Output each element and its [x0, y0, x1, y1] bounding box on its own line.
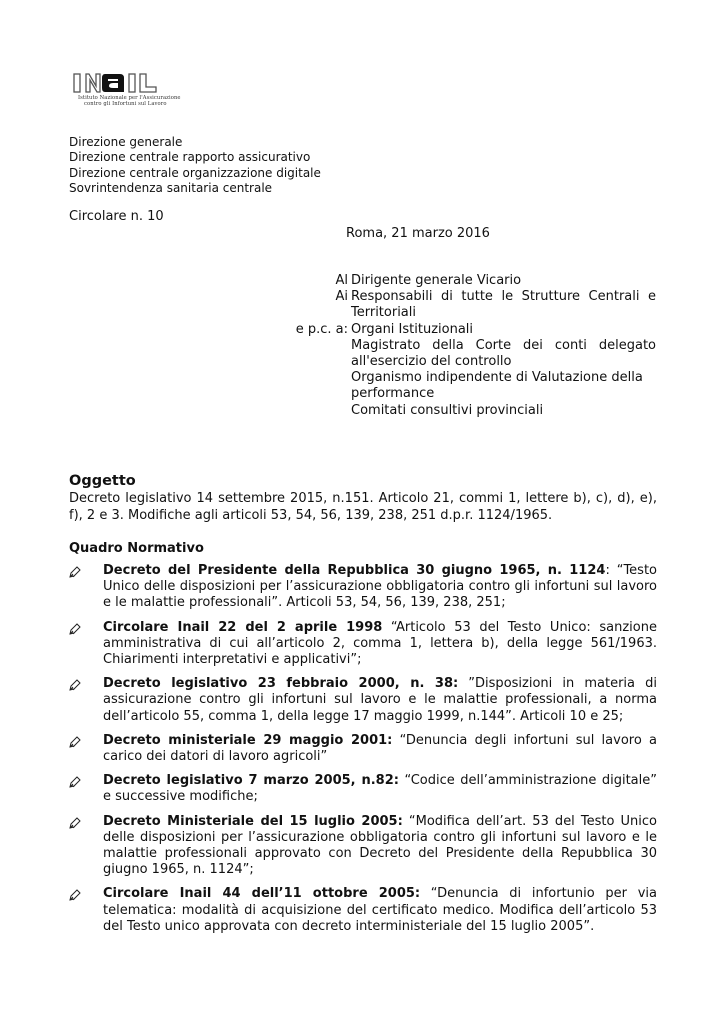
recipient-row: [280, 322, 656, 338]
list-item: [69, 733, 657, 765]
pen-nib-icon: [69, 676, 103, 725]
pen-nib-icon: [69, 886, 103, 935]
quadro-normativo-title: Quadro Normativo: [69, 541, 204, 556]
pen-nib-icon: [69, 773, 103, 805]
logo-tagline-2: contro gli Infortuni sul Lavoro: [84, 101, 167, 107]
list-item: [69, 676, 657, 725]
list-item-text: [103, 563, 657, 612]
directorates-block: [69, 135, 321, 196]
subject-heading: Oggetto: [69, 473, 136, 489]
directorate-line: Sovrintendenza sanitaria centrale: [69, 180, 273, 195]
law-description: “Denuncia degli infortuni sul lavoro a carico dei datori di lavoro agricoli”: [103, 732, 657, 765]
subject-text: Decreto legislativo 14 settembre 2015, n.151. Articolo 21, commi 1, lettere b), c), d), e), f), 2 e 3. Modifiche agli articoli 53, 54, 56, 139, 238, 251 d.p.r. 1124/1965.: [69, 491, 657, 523]
list-item-text: [103, 733, 657, 765]
law-description: “Articolo 53 del Testo Unico: sanzione amministrativa di cui all’articolo 2, comma 1, lettera b), della legge 561/1963. Chiarimenti interpretativi e applicativi”;: [103, 619, 657, 668]
list-item-text: [103, 886, 657, 935]
recipient-row: [280, 403, 656, 419]
recipient-text: Dirigente generale Vicario: [351, 273, 522, 288]
recipient-row: [280, 338, 656, 370]
recipients-block: [280, 273, 656, 419]
list-item: [69, 773, 657, 805]
list-item-text: [103, 773, 657, 805]
list-item: [69, 886, 657, 935]
recipient-label: [280, 338, 351, 370]
recipient-row: [280, 370, 656, 402]
list-item-text: [103, 814, 657, 879]
document-date: Roma, 21 marzo 2016: [346, 226, 490, 241]
list-item: [69, 620, 657, 669]
law-description: ”Disposizioni in materia di assicurazione contro gli infortuni sul lavoro e le malattie professionali, a norma dell’articolo 55, comma 1, della legge 17 maggio 1999, n.144”. Articoli 10 e 25;: [103, 676, 657, 724]
quadro-normativo-list: [69, 563, 657, 935]
inail-logo-mark: [72, 72, 172, 94]
recipient-row: [280, 289, 656, 321]
recipient-label: [280, 403, 351, 419]
list-item: [69, 563, 657, 612]
law-reference: Decreto legislativo 7 marzo 2005, n.82:: [103, 773, 399, 789]
law-reference: Decreto legislativo 23 febbraio 2000, n. 38:: [103, 676, 459, 692]
circular-number: Circolare n. 10: [69, 209, 164, 224]
pen-nib-icon: [69, 620, 103, 669]
pen-nib-icon: [69, 563, 103, 612]
pen-nib-icon: [69, 733, 103, 765]
directorate-line: Direzione centrale rapporto assicurativo: [69, 150, 311, 165]
logo-tagline-1: Istituto Nazionale per l'Assicurazione: [78, 95, 181, 101]
law-description: “Modifica dell’art. 53 del Testo Unico delle disposizioni per l’assicurazione obbligatoria contro gli infortuni sul lavoro e le malattie professionali approvato con Decreto del Presidente della Repubblica 30 giugno 1965, n. 1124”;: [103, 813, 658, 878]
law-reference: Decreto Ministeriale del 15 luglio 2005:: [103, 813, 403, 829]
list-item-text: [103, 676, 657, 725]
recipient-text: Organi Istituzionali: [351, 321, 474, 337]
law-reference: Circolare Inail 22 del 2 aprile 1998: [103, 619, 383, 635]
law-reference: Decreto del Presidente della Repubblica 30 giugno 1965, n. 1124: [103, 563, 606, 578]
recipient-text: Responsabili di tutte le Strutture Centrali e Territoriali: [351, 289, 656, 321]
recipient-text: Magistrato della Corte dei conti delegato all'esercizio del controllo: [351, 337, 656, 370]
inail-logo: [72, 72, 182, 107]
list-item-text: [103, 620, 657, 669]
law-description: “Codice dell’amministrazione digitale” e successive modifiche;: [103, 773, 657, 805]
recipient-label: e p.c. a:: [295, 321, 348, 337]
recipient-label: Ai: [335, 289, 348, 305]
recipient-row: [280, 273, 656, 289]
law-description: : “Testo Unico delle disposizioni per l’assicurazione obbligatoria contro gli infortuni sul lavoro e le malattie professionali”. Articoli 53, 54, 56, 139, 238, 251;: [103, 563, 657, 611]
list-item: [69, 814, 657, 879]
law-reference: Decreto ministeriale 29 maggio 2001:: [103, 732, 393, 748]
directorate-line: Direzione centrale organizzazione digitale: [69, 165, 321, 180]
recipient-label: Al: [335, 273, 348, 288]
law-reference: Circolare Inail 44 dell’11 ottobre 2005:: [103, 886, 421, 902]
pen-nib-icon: [69, 814, 103, 879]
recipient-label: [280, 370, 351, 402]
directorate-line: Direzione generale: [69, 135, 183, 149]
recipient-text: Comitati consultivi provinciali: [351, 402, 544, 418]
recipient-text: Organismo indipendente di Valutazione della performance: [351, 370, 643, 402]
law-description: “Denuncia di infortunio per via telematica: modalità di acquisizione del certificato medico. Modifica dell’articolo 53 del Testo unico approvata con decreto interministeriale del 15 luglio 2005”.: [103, 886, 657, 934]
